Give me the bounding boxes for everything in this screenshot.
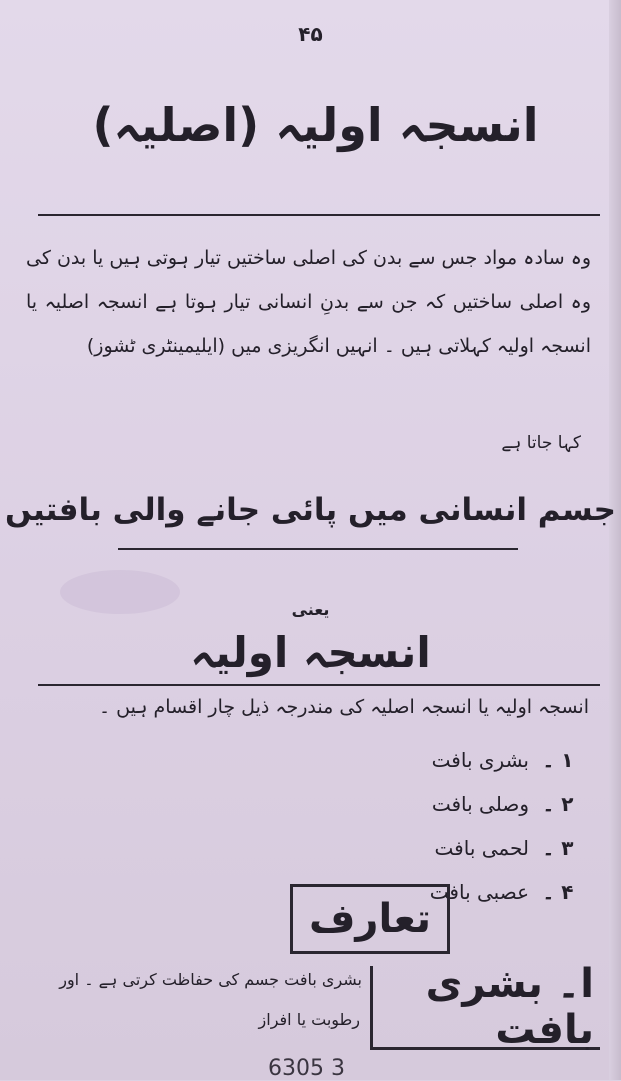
list-item-number: ۴ ۔ (542, 880, 574, 904)
yani-label: یعنی (291, 600, 330, 619)
footer-number: 6305 3 (268, 1056, 345, 1081)
title-divider (38, 214, 600, 216)
taaruf-heading-box: تعارف (290, 884, 450, 954)
list-item (430, 826, 587, 870)
page-number: ۴۵ (298, 22, 323, 46)
list-item-number: ۱ ۔ (542, 748, 574, 772)
page-title: انسجہ اولیہ (اصلیہ) (92, 98, 539, 152)
intro-tail: کہا جاتا ہے (501, 433, 581, 453)
list-item-label: لحمی بافت (434, 836, 529, 860)
list-item-label: وصلی بافت (431, 792, 529, 816)
list-item (430, 782, 587, 826)
basharee-heading-box: ا۔ بشری بافت (370, 966, 600, 1050)
section-subheading: انسجہ اولیہ (190, 628, 431, 677)
subheading-underline (38, 684, 600, 686)
section-heading: جسم انسانی میں پائی جانے والی بافتیں (5, 492, 616, 528)
section-heading-underline (118, 548, 518, 550)
list-item (430, 870, 587, 914)
list-item-label: عصبی بافت (429, 880, 529, 904)
list-item (430, 738, 587, 782)
page-edge (609, 0, 621, 1080)
list-item-number: ۲ ۔ (542, 792, 574, 816)
list-item-number: ۳ ۔ (542, 836, 574, 860)
list-item-label: بشری بافت (431, 748, 529, 772)
intro-paragraph: وہ سادہ مواد جس سے بدن کی اصلی ساختیں تیار ہوتی ہیں یا بدن کی وہ اصلی ساختیں کہ جن سے بدنِ انسانی تیار ہوتا ہے انسجہ اصلیہ یا انسجہ اولیہ کہلاتی ہیں ۔ انہیں انگریزی میں (ایلیمینٹری ٹشوز) (26, 247, 591, 357)
definition-line: بشری بافت جسم کی حفاظت کرتی ہے ۔ اور (59, 970, 362, 989)
list-intro: انسجہ اولیہ یا انسجہ اصلیہ کی مندرجہ ذیل چار اقسام ہیں ۔ (98, 696, 589, 718)
tissue-types-list (430, 738, 587, 914)
definition-line-2: رطوبت یا افراز (258, 1010, 360, 1029)
